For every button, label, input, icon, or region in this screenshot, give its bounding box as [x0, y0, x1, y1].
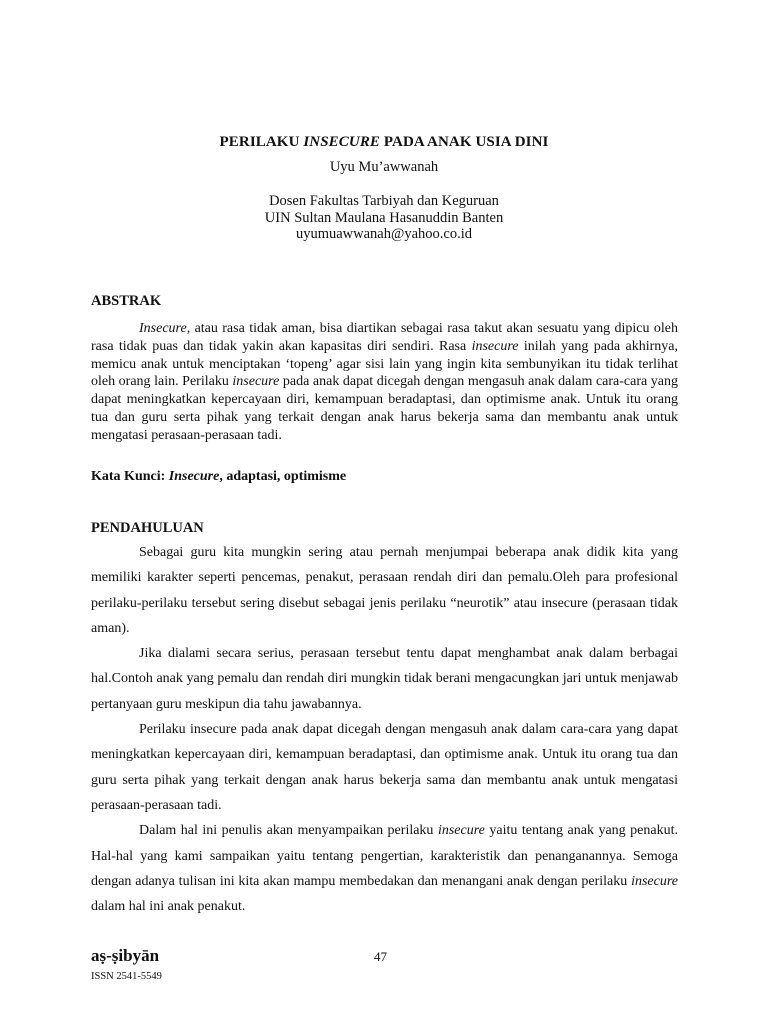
abstract-body	[91, 320, 678, 445]
title-part: PERILAKU	[219, 134, 304, 150]
keyword-italic: Insecure	[168, 469, 220, 484]
keywords-list: , adaptasi, optimisme	[219, 469, 347, 484]
affiliation-line: Dosen Fakultas Tarbiyah dan Keguruan	[269, 193, 499, 209]
introduction-body	[91, 540, 678, 919]
page-number: 47	[374, 949, 387, 964]
body-paragraph: Perilaku insecure pada anak dapat dicegah dengan mengasuh anak dalam cara-cara yang dapat meningkatkan kepercayaan diri, kemampuan beradaptasi, dan optimisme anak. Untuk itu orang tua dan guru serta pihak yang terkait dengan anak harus bekerja sama dan membantu anak untuk mengatasi perasaan-perasaan tadi.	[91, 722, 678, 813]
body-paragraph: Jika dialami secara serius, perasaan tersebut tentu dapat menghambat anak dalam berbagai hal.Contoh anak yang pemalu dan rendah diri mungkin tidak berani mengacungkan jari untuk menjawab pertanyaan guru meskipun dia tahu jawabannya.	[91, 646, 678, 712]
italic-term: insecure	[232, 374, 280, 390]
title-italic: INSECURE	[303, 134, 381, 150]
author-email: uyumuawwanah@yahoo.co.id	[295, 226, 473, 242]
keywords-label: Kata Kunci:	[91, 469, 169, 484]
abstract-paragraph	[91, 320, 678, 445]
abstract-heading: ABSTRAK	[91, 293, 162, 309]
abstract-text: , atau rasa tidak aman, bisa diartikan sebagai rasa takut akan sesuatu yang dipicu oleh rasa tidak puas dan tidak yakin akan kapasitas diri sendiri. Rasa	[91, 321, 678, 354]
abstract-text: pada anak dapat dicegah dengan mengasuh anak dalam cara-cara yang dapat meningkatkan kepercayaan diri, kemampuan beradaptasi, dan optimisme anak. Untuk itu orang tua dan guru serta pihak yang terkait dengan anak harus bekerja sama dan membantu anak untuk mengatasi perasaan-perasaan tadi.	[91, 374, 679, 443]
author-name: Uyu Mu’awwanah	[329, 159, 439, 175]
body-paragraph	[91, 818, 678, 919]
introduction-heading: PENDAHULUAN	[91, 520, 204, 536]
abstract-text: inilah yang pada akhirnya, memicu anak untuk menciptakan ‘topeng’ agar sisi lain yang ingin kita sembunyikan itu tidak terlihat oleh orang lain. Perilaku	[91, 338, 678, 390]
italic-term: Insecure	[139, 321, 187, 336]
keywords-line	[91, 469, 346, 485]
body-paragraph: Sebagai guru kita mungkin sering atau pernah menjumpai beberapa anak didik kita yang memiliki karakter seperti pencemas, penakut, perasaan rendah diri dan pemalu.Oleh para profesional perilaku-perilaku tersebut sering disebut sebagai jenis perilaku “neurotik” atau insecure (perasaan tidak aman).	[91, 545, 678, 636]
italic-term: insecure	[471, 338, 519, 354]
body-text: dalam hal ini anak penakut.	[91, 899, 246, 915]
italic-term: insecure	[631, 873, 678, 889]
affiliation-line: UIN Sultan Maulana Hasanuddin Banten	[264, 210, 504, 226]
title-part: PADA ANAK USIA DINI	[380, 134, 549, 150]
body-text: Dalam hal ini penulis akan menyampaikan perilaku	[139, 823, 438, 839]
journal-name: aṣ-ṣibyān	[91, 946, 160, 965]
paper-title	[0, 134, 768, 151]
body-text: yaitu tentang anak yang penakut. Hal-hal yang kami sampaikan yaitu tentang pengertian, karakteristik dan penanganannya. Semoga dengan adanya tulisan ini kita akan mampu membedakan dan menangani anak dengan perilaku	[91, 823, 678, 889]
journal-issn: ISSN 2541-5549	[91, 971, 162, 982]
italic-term: insecure	[437, 823, 485, 839]
